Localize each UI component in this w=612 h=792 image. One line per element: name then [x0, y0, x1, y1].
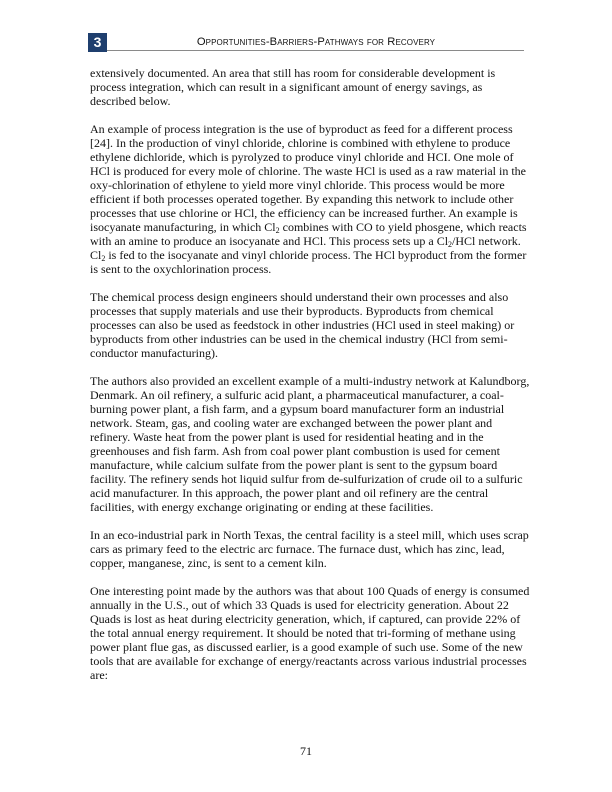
page-header	[88, 33, 524, 52]
paragraph-4: The authors also provided an excellent example of a multi-industry network at Kalundborg, Denmark. An oil refinery, a sulfuric acid plant, a pharmaceutical manufacturer, a coal-burning power plant, a fish farm, and a gypsum board manufacturer form an industrial network. Steam, gas, and cooling water are exchanged between the power plant and refinery. Waste heat from the power plant is used for residential heating and in the greenhouses and fish farm. Ash from coal power plant combustion is used for cement manufacture, while calcium sulfate from the power plant is sent to the gypsum board facility. The refinery sends hot liquid sulfur from de-sulfurization of crude oil to a sulfuric acid manufacturer. In this approach, the power plant and oil refinery are the central facilities, with energy exchange originating or ending at these facilities.	[90, 374, 530, 514]
paragraph-2-text-b: combines with CO to yield phosgene, which reacts with an amine to produce an isocyanate and HCl. This process sets up a Cl	[90, 220, 527, 248]
subscript-2: 2	[448, 240, 453, 249]
paragraph-6: One interesting point made by the authors was that about 100 Quads of energy is consumed annually in the U.S., out of which 33 Quads is used for electricity generation. About 22 Quads is lost as heat during electricity generation, which, if captured, can provide 22% of the total annual energy requirement. It should be noted that tri-forming of methane using power plant flue gas, as discussed earlier, is a good example of such use. Some of the new tools that are available for exchange of energy/reactants across various industrial processes are:	[90, 584, 530, 682]
page-number: 71	[300, 744, 312, 758]
subscript-2: 2	[101, 254, 106, 263]
paragraph-5: In an eco-industrial park in North Texas, the central facility is a steel mill, which uses scrap cars as primary feed to the electric arc furnace. The furnace dust, which has zinc, lead, copper, manganese, zinc, is sent to a cement kiln.	[90, 528, 529, 570]
paragraph-3: The chemical process design engineers should understand their own processes and also processes that supply materials and use their byproducts. Byproducts from chemical processes can also be used as feedstock in other industries (HCl used in steel making) or byproducts from other industries can be used in the chemical industry (HCl from semi-conductor manufacturing).	[90, 290, 515, 360]
running-title: Opportunities-Barriers-Pathways for Recovery	[196, 36, 436, 48]
paragraph-2	[90, 122, 530, 276]
paragraph-2-text-d: is fed to the isocyanate and vinyl chloride process. The HCl byproduct from the former is sent to the oxychlorination process.	[90, 248, 527, 276]
paragraph-2-text-a: An example of process integration is the use of byproduct as feed for a different process [24]. In the production of vinyl chloride, chlorine is combined with ethylene to produce ethylene dichloride, which is pyrolyzed to produce vinyl chloride and HCI. One mole of HCl is produced for every mole of chlorine. The waste HCl is used as a raw material in the oxy-chlorination of ethylene to yield more vinyl chloride. This process would be more efficient if both processes operated together. By expanding this network to include other processes that use chlorine or HCl, the efficiency can be increased further. An example is isocyanate manufacturing, in which Cl	[90, 122, 526, 234]
body-text	[90, 66, 530, 696]
subscript-2: 2	[275, 226, 280, 235]
header-rule	[107, 50, 524, 51]
paragraph-1: extensively documented. An area that still has room for considerable development is process integration, which can result in a significant amount of energy savings, as described below.	[90, 66, 496, 108]
paragraph-2-text-c: /HCl network. Cl	[90, 234, 521, 262]
chapter-number-badge: 3	[88, 33, 107, 52]
